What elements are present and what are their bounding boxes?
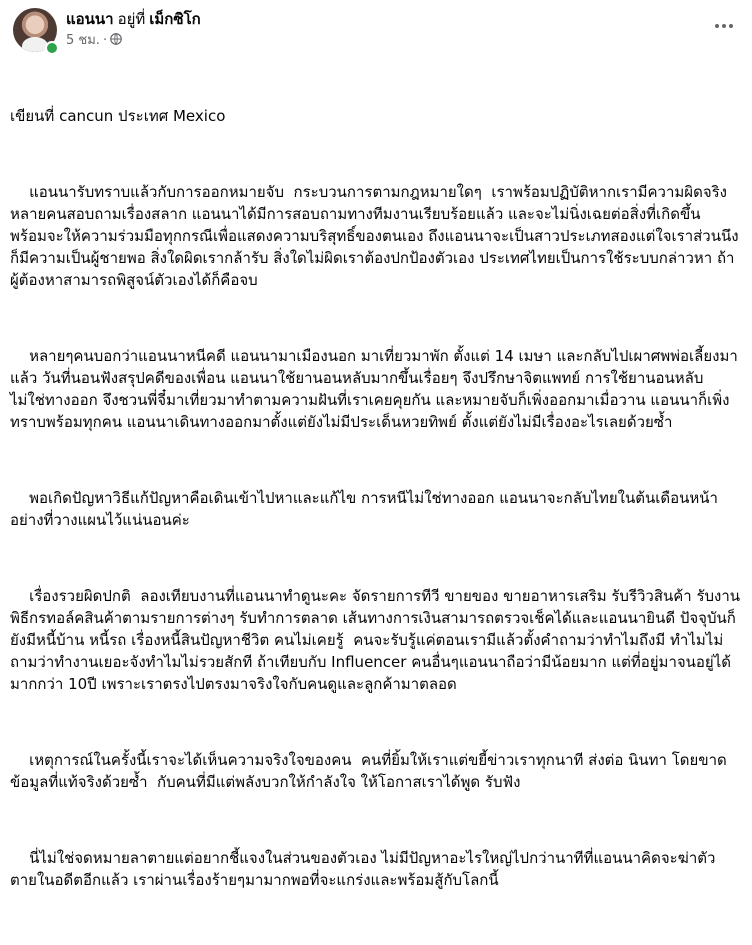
author-name-link[interactable]: แอนนา: [66, 10, 114, 28]
post-content: [10, 61, 742, 945]
post-paragraph: เรื่องรวยผิดปกติ ลองเทียบงานที่แอนนาทำดูนะคะ จัดรายการทีวี ขายของ ขายอาหารเสริม รับรีวิวสินค้า รับงานพิธีกรทอล์คสินค้าตามรายการต่างๆ รับทำการตลาด เส้นทางการเงินสามารถตรวจเช็คได้และแอนนายินดี ปัจจุบันก็ยังมีหนี้บ้าน หนี้รถ เรื่องหนี้สินปัญหาชีวิต คนไม่เคยรู้ คนจะรับรู้แค่ตอนเรามีแล้วตั้งคำถามว่าทำไมถึงมี ทำไมไม่ถามว่าทำงานเยอะจังทำไมไม่รวยสักที ถ้าเทียบกับ Influencer คนอื่นๆแอนนาถือว่ามีน้อยมาก แต่ที่อยู่มาจนอยู่ได้มากกว่า 10ปี เพราะเราตรงไปตรงมาจริงใจกับคนดูและลูกค้ามาตลอด: [10, 587, 741, 693]
post-header: [10, 8, 742, 56]
location-link[interactable]: เม็กซิโก: [149, 10, 201, 28]
post-paragraph-location: เขียนที่ cancun ประเทศ Mexico: [10, 107, 226, 125]
globe-icon[interactable]: [110, 33, 122, 45]
location-prefix: อยู่ที่: [117, 10, 146, 28]
post-meta: [66, 32, 122, 50]
post-paragraph: พอเกิดปัญหาวิธีแก้ปัญหาคือเดินเข้าไปหาและแก้ไข การหนีไม่ใช่ทางออก แอนนาจะกลับไทยในต้นเดือนหน้าอย่างที่วางแผนไว้แน่นอนค่ะ: [10, 489, 718, 529]
more-options-icon: [715, 24, 733, 28]
more-options-button[interactable]: [710, 12, 738, 40]
post-paragraph: นี่ไม่ใช่จดหมายลาตายแต่อยากชี้แจงในส่วนของตัวเอง ไม่มีปัญหาอะไรใหญ่ไปกว่านาทีที่แอนนาคิดจะฆ่าตัวตายในอดีตอีกแล้ว เราผ่านเรื่องร้ายๆมามากพอที่จะแกร่งและพร้อมสู้กับโลกนี้: [10, 849, 716, 889]
post-paragraph: แอนนารับทราบแล้วกับการออกหมายจับ กระบวนการตามกฎหมายใดๆ เราพร้อมปฏิบัติหากเรามีความผิดจริง หลายคนสอบถามเรื่องสลาก แอนนาได้มีการสอบถามทางทีมงานเรียบร้อยแล้ว และจะไม่นิ่งเฉยต่อสิ่งที่เกิดขึ้น พร้อมจะให้ความร่วมมือทุกกรณีเพื่อแสดงความบริสุทธิ์ของตนเอง ถึงแอนนาจะเป็นสาวประเภทสองแต่ใจเราส่วนนึงก็มีความเป็นผู้ชายพอ สิ่งใดผิดเรากล้ารับ สิ่งใดไม่ผิดเราต้องปกป้องตัวเอง ประเทศไทยเป็นการใช้ระบบกล่าวหา ถ้าผู้ต้องหาสามารถพิสูจน์ตัวเองได้ก็คือจบ: [10, 183, 739, 289]
author-line: [66, 8, 201, 30]
online-status-dot: [45, 41, 59, 55]
timestamp-link[interactable]: 5 ชม.: [66, 33, 100, 48]
post-paragraph: หลายๆคนบอกว่าแอนนาหนีคดี แอนนามาเมืองนอก มาเที่ยวมาพัก ตั้งแต่ 14 เมษา และกลับไปเผาศพพ่อเลี้ยงมาแล้ว วันที่นอนฟังสรุปคดีของเพื่อน แอนนาใช้ยานอนหลับมากขึ้นเรื่อยๆ จึงปรึกษาจิตแพทย์ การใช้ยานอนหลับ ไม่ใช่ทางออก จึงชวนพี่จี๋มาเที่ยวมาทำตามความฝันที่เราเคยคุยกัน และหมายจับก็เพิ่งออกมาเมื่อวาน แอนนาก็เพิ่งทราบพร้อมทุกคน แอนนาเดินทางออกมาตั้งแต่ยังไม่มีประเด็นหวยทิพย์ ตั้งแต่ยังไม่มีเรื่องอะไรเลยด้วยซ้ำ: [10, 347, 738, 431]
meta-separator: ·: [102, 33, 108, 48]
post-paragraph: เหตุการณ์ในครั้งนี้เราจะได้เห็นความจริงใจของคน คนที่ยิ้มให้เราแต่ขยี้ข่าวเราทุกนาที ส่งต่อ นินทา โดยขาดข้อมูลที่แท้จริงด้วยซ้ำ กับคนที่มีแต่พลังบวกให้กำลังใจ ให้โอกาสเราได้พูด รับฟัง: [10, 751, 727, 791]
